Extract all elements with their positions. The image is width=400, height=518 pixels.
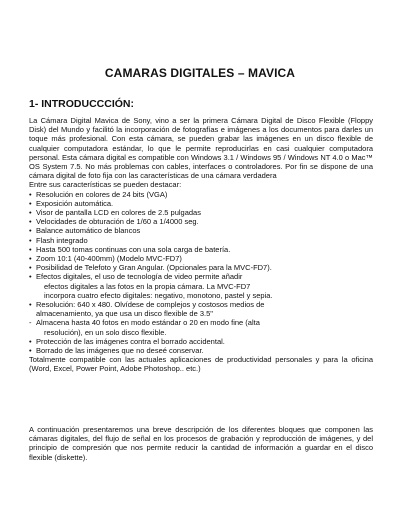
closing-paragraph: A continuación presentaremos una breve descripción de los diferentes bloques que componen las cámaras digitales, del flujo de señal en los procesos de grabación y reproducción de imágenes, y del principio de compresión que nos permite reducir la cantidad de información a guardar en el disco flexible (diskette). (29, 425, 373, 462)
storage-line-1: Almacena hasta 40 fotos en modo estándar o 20 en modo fine (alta (36, 318, 260, 328)
effects-line-1: Efectos digitales, el uso de tecnología de video permite añadir (36, 272, 243, 282)
resolution-line-2: almacenamiento, ya que usa un disco flexible de 3.5" (36, 309, 213, 319)
compat-paragraph: Totalmente compatible con las actuales aplicaciones de productividad personales y para la oficina (Word, Excel, Power Point, Adobe Photoshop.. etc.) (29, 355, 373, 374)
effects-line-3: incorpora cuatro efecto digitales: negativo, monotono, pastel y sepia. (44, 290, 273, 300)
section-heading: 1- INTRODUCCCIÓN: (29, 98, 134, 110)
storage-line-2: resolución), en un solo disco flexible. (44, 327, 167, 337)
list-item: • Posibilidad de Telefoto y Gran Angular. (Opcionales para la MVC-FD7). (29, 263, 373, 272)
list-item: • Balance automático de blancos (29, 226, 373, 235)
list-item: • Resolución en colores de 24 bits (VGA) (29, 190, 373, 199)
list-item: • Exposición automática. (29, 199, 373, 208)
list-item: • Borrado de las imágenes que no deseé conservar. (29, 346, 373, 355)
effects-line-2: efectos digitales a las fotos en la propia cámara. La MVC-FD7 (44, 281, 251, 291)
list-item: • Zoom 10:1 (40-400mm) (Modelo MVC-FD7) (29, 254, 373, 263)
list-item: • Hasta 500 tomas continuas con una sola carga de batería. (29, 245, 373, 254)
list-item: • Protección de las imágenes contra el borrado accidental. (29, 337, 373, 346)
document-body (29, 116, 373, 374)
list-item-storage (29, 318, 373, 336)
list-item-effects (29, 272, 373, 300)
list-item: • Velocidades de obturación de 1/60 a 1/4000 seg. (29, 217, 373, 226)
resolution-line-1: Resolución: 640 x 480. Olvídese de complejos y costosos medios de (36, 300, 265, 310)
list-item-resolution (29, 300, 373, 318)
features-intro: Entre sus características se pueden destacar: (29, 180, 182, 190)
list-item: • Visor de pantalla LCD en colores de 2.5 pulgadas (29, 208, 373, 217)
intro-paragraph: La Cámara Digital Mavica de Sony, vino a ser la primera Cámara Digital de Disco Flexible (Floppy Disk) del Mundo y facilitó la incorporación de fotografías e imágenes a los documentos para darles un toque más profesional. Con esta cámara, se pueden grabar las imágenes en un disco flexible de cualquier computadora estándar, lo que le permite reproducirlas en casi cualquier computadora personal. Esta cámara digital es compatible con Windows 3.1 / Windows 95 / Windows NT 4.0 o Mac™ OS System 7.5. No más problemas con cables, interfaces o controladores. Por fin se dispone de una cámara digital de foto fija con las características de una cámara verdadera (29, 116, 373, 181)
features-list (29, 190, 373, 356)
list-item: • Flash integrado (29, 236, 373, 245)
document-title: CAMARAS DIGITALES – MAVICA (104, 66, 296, 80)
